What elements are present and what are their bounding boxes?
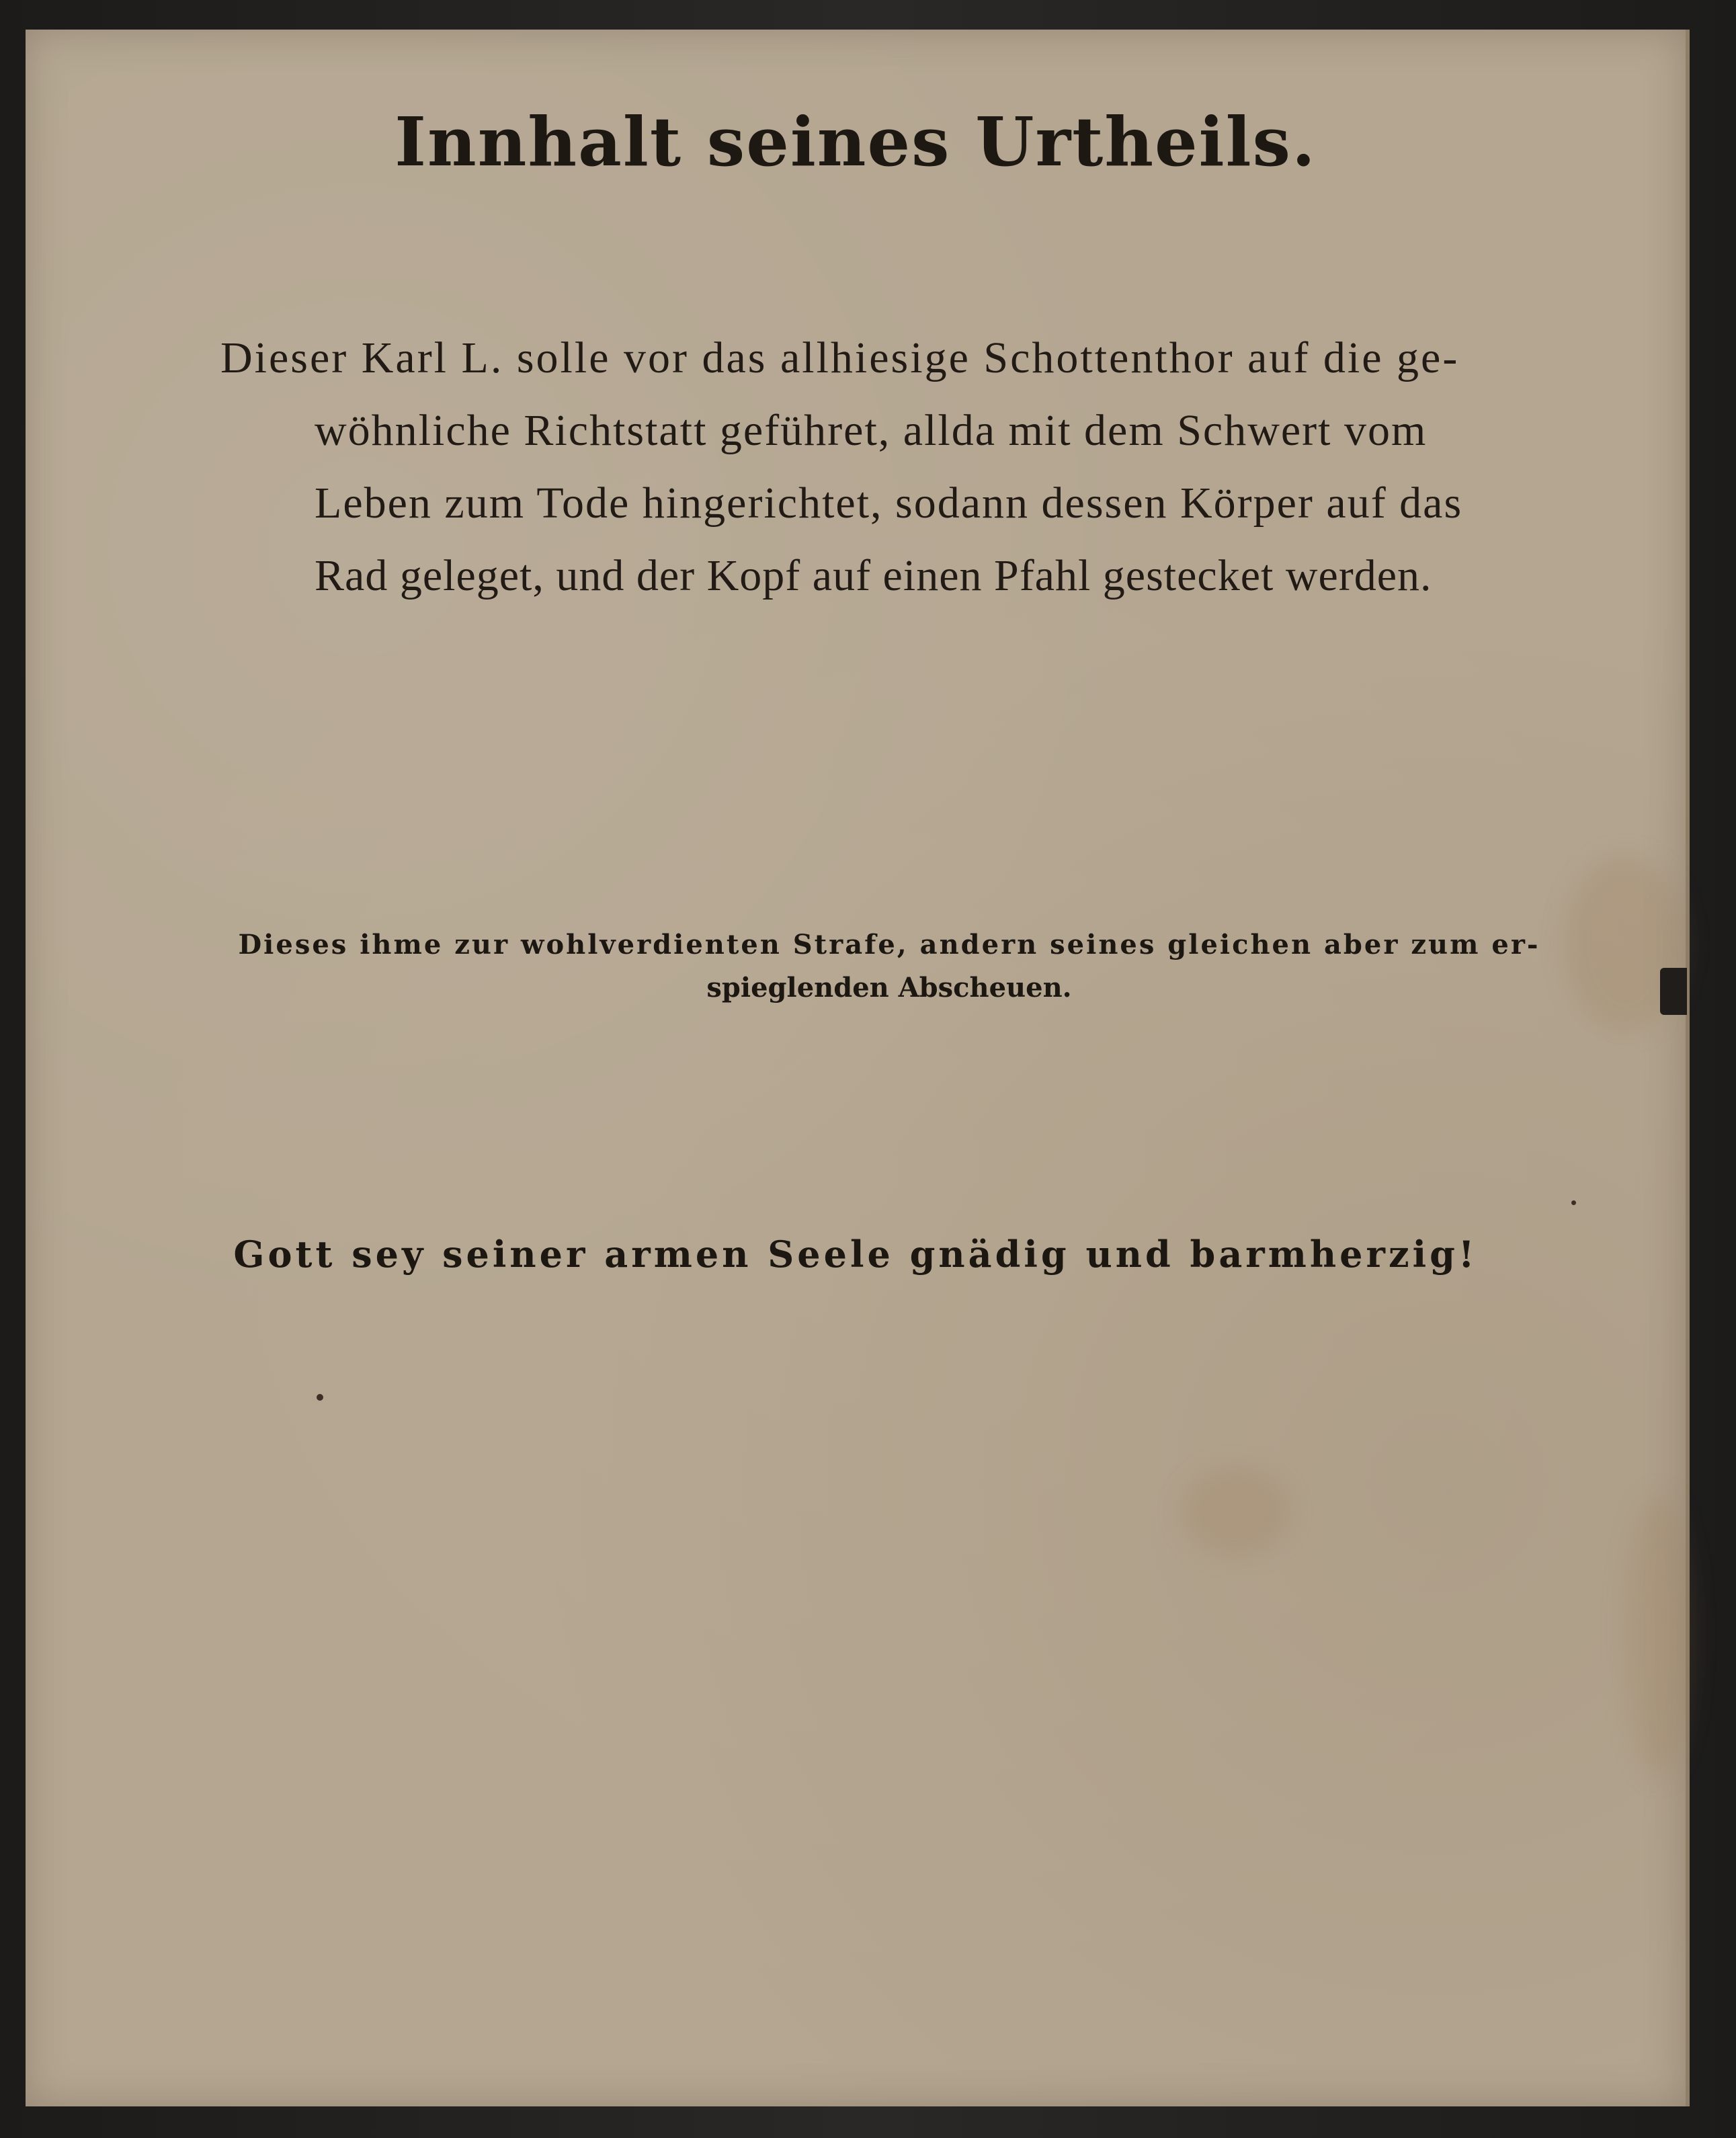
document-page: [26, 30, 1690, 2106]
verdict-line: Rad geleget, und der Kopf auf einen Pfahl gestecket werden.: [315, 551, 1432, 600]
binding-tab: [1660, 968, 1687, 1015]
closing-line: Dieses ihme zur wohlverdienten Strafe, andern seines gleichen aber zum er-: [238, 929, 1540, 960]
verdict-paragraph: [220, 322, 1558, 612]
paper-stain: [1625, 1495, 1692, 1777]
verdict-line: Leben zum Tode hingerichtet, sodann dessen Körper auf das: [315, 479, 1463, 528]
verdict-line: Dieser Karl L. solle vor das allhiesige Schottenthor auf die ge-: [220, 333, 1460, 382]
blessing-line: Gott sey seiner armen Seele gnädig und barmherzig!: [233, 1233, 1478, 1276]
ink-speck: [317, 1394, 323, 1401]
ink-speck: [1571, 1200, 1576, 1205]
paper-stain: [1182, 1468, 1289, 1555]
closing-line: spieglenden Abscheuen.: [706, 972, 1072, 1003]
closing-statement: [234, 923, 1544, 1010]
page-title: Innhalt seines Urtheils.: [395, 102, 1317, 181]
verdict-line: wöhnliche Richtstatt geführet, allda mit dem Schwert vom: [315, 406, 1428, 455]
